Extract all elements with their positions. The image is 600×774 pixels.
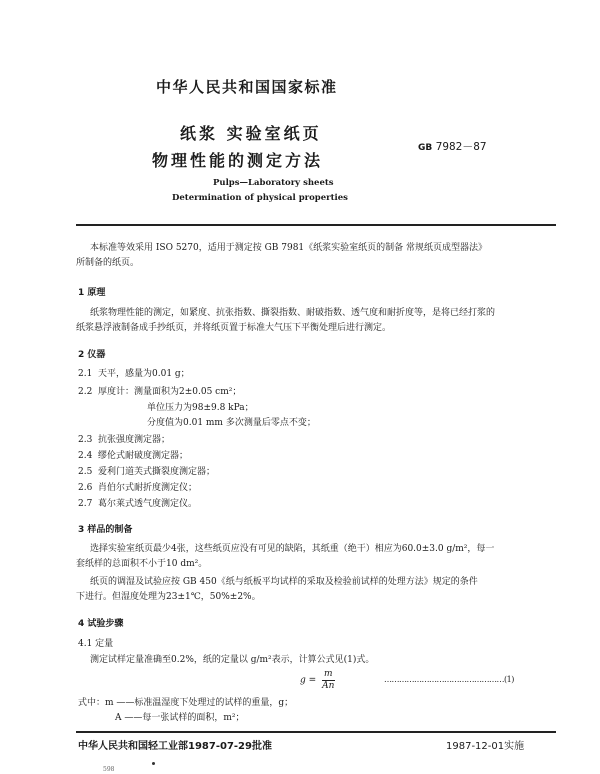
section-4-heading: 4 试验步骤: [78, 619, 124, 629]
instrument-item: 2.7 葛尔莱式透气度测定仪。: [78, 499, 198, 509]
where-line-m: 式中：m ——标准温湿度下处理过的试样的重量，g；: [78, 698, 294, 708]
section-1-line-1: 纸浆物理性能的测定，如紧度、抗张指数、撕裂指数、耐破指数、透气度和耐折度等，是将已经打浆的: [90, 308, 496, 318]
intro-line-2: 所制备的纸页。: [76, 258, 140, 268]
section-3-para1-line2: 套纸样的总面积不小于10 dm²。: [76, 559, 208, 569]
instrument-item: 2.1 天平，感量为0.01 g；: [78, 369, 190, 379]
section-1-line-2: 纸浆悬浮液制备成手抄纸页，并将纸页置于标准大气压下平衡处理后进行测定。: [76, 323, 392, 333]
english-title-line2: Determination of physical properties: [172, 193, 348, 203]
instrument-item: 2.5 爱利门道芙式撕裂度测定器；: [78, 467, 216, 477]
footer-approval: 中华人民共和国轻工业部1987-07-29批准: [78, 741, 272, 752]
header-divider: [76, 224, 556, 226]
standard-code-number: 7982－87: [435, 140, 487, 153]
intro-line-1: 本标准等效采用 ISO 5270，适用于测定按 GB 7981《纸浆实验室纸页的制备 常规纸页成型器法》: [90, 243, 488, 253]
instrument-item-continuation: 单位压力为98±9.8 kPa；: [147, 403, 254, 413]
section-2-heading: 2 仪器: [78, 350, 106, 360]
section-3-para2-line2: 下进行。但湿度处理为23±1℃，50%±2%。: [76, 592, 261, 602]
document-title-line1: 纸浆 实验室纸页: [180, 124, 322, 143]
formula-equation-number: …………………………………………(1): [384, 675, 514, 684]
english-title-line1: Pulps—Laboratory sheets: [213, 178, 334, 188]
where-line-a: A ——每一张试样的面积，m²；: [115, 713, 245, 723]
section-3-heading: 3 样品的制备: [78, 525, 133, 535]
formula-denominator: An: [322, 681, 335, 691]
section-4-1-heading: 4.1 定量: [78, 639, 114, 649]
formula-lhs: g =: [300, 675, 317, 686]
section-3-para2-line1: 纸页的调湿及试验应按 GB 450《纸与纸板平均试样的采取及检验前试样的处理方法》规定的条件: [90, 577, 478, 587]
standard-code: [418, 138, 487, 154]
formula-fraction: [322, 669, 335, 692]
instrument-item: 2.3 抗张强度测定器；: [78, 435, 171, 445]
national-standard-heading: 中华人民共和国国家标准: [156, 78, 338, 96]
instrument-item-continuation: 分度值为0.01 mm 多次测量后零点不变；: [147, 418, 316, 428]
section-1-heading: 1 原理: [78, 288, 106, 298]
instrument-item: 2.2 厚度计：测量面积为2±0.05 cm²；: [78, 387, 242, 397]
section-4-1-line: 测定试样定量准确至0.2%，纸的定量以 g/m²表示，计算公式见(1)式。: [90, 655, 375, 665]
instrument-item: 2.4 缪伦式耐破度测定器；: [78, 451, 189, 461]
page-number: 598: [103, 766, 115, 773]
formula-numerator: m: [324, 669, 333, 679]
section-3-para1-line1: 选择实验室纸页最少4张，这些纸页应没有可见的缺陷，其纸重（绝干）相应为60.0±3.0 g/m²，每一: [90, 544, 495, 554]
scan-speck: [152, 762, 155, 765]
formula: [300, 669, 335, 692]
instrument-item: 2.6 肖伯尔式耐折度测定仪；: [78, 483, 198, 493]
standard-code-prefix: GB: [418, 143, 433, 153]
footer-effective-date: 1987-12-01实施: [446, 741, 525, 752]
footer-divider: [76, 731, 556, 733]
document-title-line2: 物理性能的测定方法: [152, 151, 324, 170]
